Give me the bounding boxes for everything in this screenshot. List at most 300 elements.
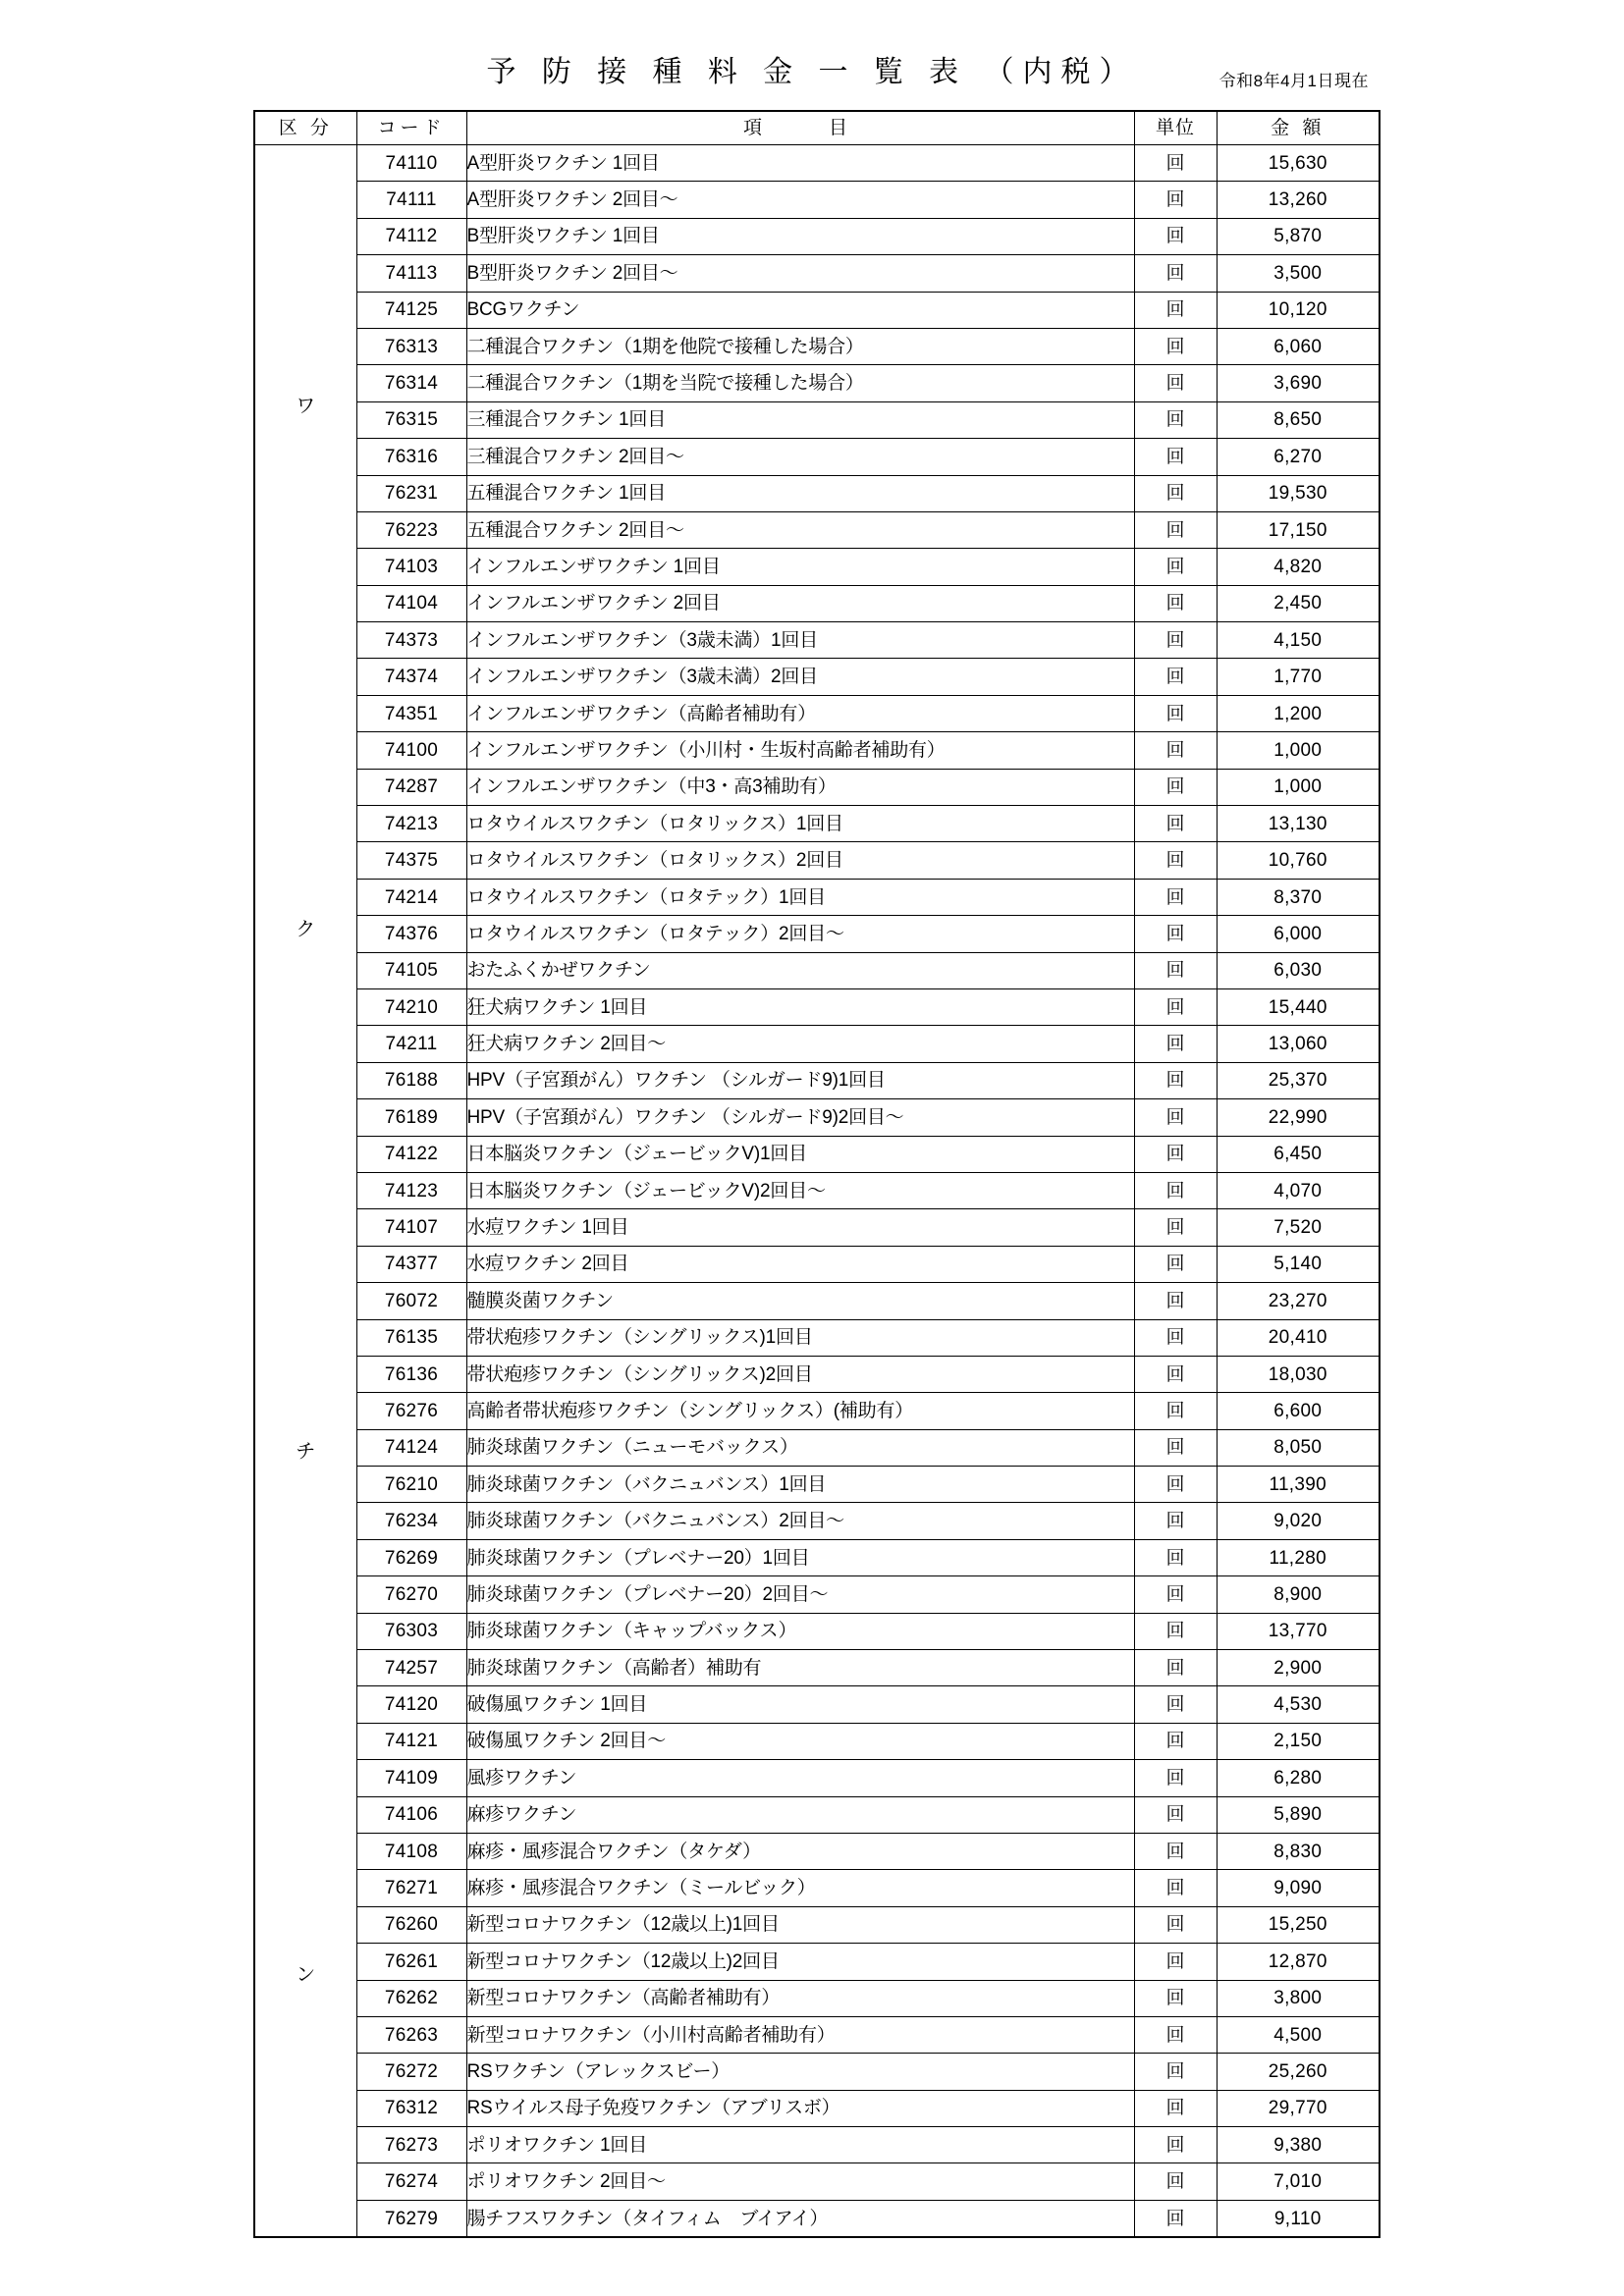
row-amount: 1,000 [1217,769,1380,805]
row-item: 帯状疱疹ワクチン（シングリックス)1回目 [466,1319,1134,1356]
row-amount: 11,280 [1217,1539,1380,1575]
category-label-vertical [255,145,356,2236]
table-row [254,1062,1380,1098]
row-code: 76136 [356,1356,466,1392]
row-code: 74107 [356,1209,466,1246]
row-amount: 2,150 [1217,1723,1380,1759]
table-row [254,806,1380,842]
row-code: 76263 [356,2016,466,2053]
table-row [254,1026,1380,1062]
row-item: ロタウイルスワクチン（ロタテック）2回目～ [466,916,1134,952]
row-unit: 回 [1134,401,1217,438]
row-unit: 回 [1134,695,1217,731]
table-row [254,292,1380,328]
row-item: 高齢者帯状疱疹ワクチン（シングリックス）(補助有） [466,1393,1134,1429]
table-row [254,549,1380,585]
row-item: 帯状疱疹ワクチン（シングリックス)2回目 [466,1356,1134,1392]
row-amount: 4,820 [1217,549,1380,585]
row-code: 76270 [356,1576,466,1613]
row-item: 狂犬病ワクチン 1回目 [466,988,1134,1025]
table-row [254,1467,1380,1503]
row-code: 74373 [356,622,466,659]
row-item: BCGワクチン [466,292,1134,328]
row-code: 74109 [356,1760,466,1796]
row-unit: 回 [1134,1650,1217,1686]
table-row [254,1539,1380,1575]
table-row [254,585,1380,621]
row-code: 76135 [356,1319,466,1356]
table-row [254,2127,1380,2163]
table-row [254,1099,1380,1136]
row-amount: 15,440 [1217,988,1380,1025]
row-unit: 回 [1134,218,1217,254]
row-code: 76210 [356,1467,466,1503]
row-item: インフルエンザワクチン（高齢者補助有） [466,695,1134,731]
row-unit: 回 [1134,732,1217,769]
row-unit: 回 [1134,1944,1217,1980]
row-unit: 回 [1134,1467,1217,1503]
row-item: 三種混合ワクチン 2回目～ [466,439,1134,475]
row-amount: 6,270 [1217,439,1380,475]
column-header-kubun: 区 分 [254,111,356,145]
row-code: 74108 [356,1833,466,1869]
row-item: 麻疹・風疹混合ワクチン（タケダ） [466,1833,1134,1869]
table-row [254,1283,1380,1319]
row-unit: 回 [1134,1062,1217,1098]
row-code: 74125 [356,292,466,328]
row-amount: 8,370 [1217,879,1380,915]
row-code: 74214 [356,879,466,915]
row-amount: 7,010 [1217,2163,1380,2200]
row-unit: 回 [1134,1136,1217,1172]
row-code: 74123 [356,1172,466,1208]
table-row [254,695,1380,731]
row-code: 76279 [356,2200,466,2237]
row-unit: 回 [1134,1393,1217,1429]
table-row [254,2090,1380,2126]
row-unit: 回 [1134,1686,1217,1723]
row-code: 74377 [356,1246,466,1282]
table-row [254,439,1380,475]
row-amount: 8,050 [1217,1429,1380,1466]
row-amount: 2,900 [1217,1650,1380,1686]
row-item: 肺炎球菌ワクチン（プレベナー20）2回目～ [466,1576,1134,1613]
table-header [254,111,1380,145]
row-amount: 6,060 [1217,328,1380,364]
row-item: ポリオワクチン 2回目～ [466,2163,1134,2200]
row-code: 76273 [356,2127,466,2163]
table-row [254,1760,1380,1796]
table-row [254,1246,1380,1282]
row-item: 麻疹・風疹混合ワクチン（ミールビック） [466,1870,1134,1906]
row-item: インフルエンザワクチン 2回目 [466,585,1134,621]
table-row [254,511,1380,548]
table-row [254,1870,1380,1906]
row-unit: 回 [1134,439,1217,475]
row-code: 74110 [356,145,466,182]
document-header [0,0,1624,100]
row-item: 破傷風ワクチン 1回目 [466,1686,1134,1723]
row-unit: 回 [1134,1319,1217,1356]
table-row [254,1429,1380,1466]
row-code: 76276 [356,1393,466,1429]
row-code: 74121 [356,1723,466,1759]
row-code: 74120 [356,1686,466,1723]
table-row [254,916,1380,952]
row-amount: 6,000 [1217,916,1380,952]
table-row [254,255,1380,292]
row-item: RSウイルス母子免疫ワクチン（アブリスボ） [466,2090,1134,2126]
row-code: 76316 [356,439,466,475]
page-title: 予 防 接 種 料 金 一 覧 表 （内税） [486,56,1138,88]
row-code: 74211 [356,1026,466,1062]
row-code: 76234 [356,1503,466,1539]
column-header-unit: 単位 [1134,111,1217,145]
table-row [254,842,1380,879]
row-unit: 回 [1134,1099,1217,1136]
row-item: B型肝炎ワクチン 2回目～ [466,255,1134,292]
row-code: 74113 [356,255,466,292]
row-code: 74100 [356,732,466,769]
row-amount: 20,410 [1217,1319,1380,1356]
row-item: 狂犬病ワクチン 2回目～ [466,1026,1134,1062]
row-code: 76269 [356,1539,466,1575]
table-row [254,879,1380,915]
row-amount: 9,090 [1217,1870,1380,1906]
table-row [254,1172,1380,1208]
row-unit: 回 [1134,1026,1217,1062]
row-item: B型肝炎ワクチン 1回目 [466,218,1134,254]
row-item: A型肝炎ワクチン 1回目 [466,145,1134,182]
row-amount: 4,500 [1217,2016,1380,2053]
row-unit: 回 [1134,1906,1217,1943]
row-item: インフルエンザワクチン（小川村・生坂村高齢者補助有） [466,732,1134,769]
row-code: 74106 [356,1796,466,1833]
row-code: 76314 [356,365,466,401]
row-amount: 11,390 [1217,1467,1380,1503]
row-item: 日本脳炎ワクチン（ジェービックV)1回目 [466,1136,1134,1172]
row-unit: 回 [1134,806,1217,842]
row-amount: 8,650 [1217,401,1380,438]
table-row [254,365,1380,401]
row-amount: 22,990 [1217,1099,1380,1136]
row-amount: 3,800 [1217,1980,1380,2016]
row-item: 肺炎球菌ワクチン（バクニュバンス）2回目～ [466,1503,1134,1539]
row-unit: 回 [1134,1283,1217,1319]
table-row [254,1503,1380,1539]
row-code: 76072 [356,1283,466,1319]
row-code: 76188 [356,1062,466,1098]
row-code: 74124 [356,1429,466,1466]
row-unit: 回 [1134,585,1217,621]
vaccination-price-table [253,110,1380,2238]
table-row [254,1613,1380,1649]
row-code: 74287 [356,769,466,805]
row-unit: 回 [1134,1723,1217,1759]
row-code: 74111 [356,182,466,218]
row-code: 74351 [356,695,466,731]
row-unit: 回 [1134,1429,1217,1466]
row-unit: 回 [1134,549,1217,585]
row-item: ロタウイルスワクチン（ロタテック）1回目 [466,879,1134,915]
row-item: RSワクチン（アレックスビー） [466,2054,1134,2090]
table-row [254,145,1380,182]
table-row [254,769,1380,805]
row-unit: 回 [1134,1980,1217,2016]
row-code: 74112 [356,218,466,254]
row-amount: 13,060 [1217,1026,1380,1062]
row-code: 76261 [356,1944,466,1980]
row-amount: 13,260 [1217,182,1380,218]
table-row [254,218,1380,254]
row-unit: 回 [1134,952,1217,988]
row-unit: 回 [1134,2090,1217,2126]
row-code: 76315 [356,401,466,438]
row-amount: 2,450 [1217,585,1380,621]
row-amount: 8,830 [1217,1833,1380,1869]
row-item: 麻疹ワクチン [466,1796,1134,1833]
row-code: 74375 [356,842,466,879]
row-item: インフルエンザワクチン 1回目 [466,549,1134,585]
row-unit: 回 [1134,1576,1217,1613]
row-unit: 回 [1134,1870,1217,1906]
row-amount: 4,070 [1217,1172,1380,1208]
row-unit: 回 [1134,292,1217,328]
row-amount: 10,120 [1217,292,1380,328]
row-amount: 1,000 [1217,732,1380,769]
header-row [254,111,1380,145]
row-amount: 3,690 [1217,365,1380,401]
row-unit: 回 [1134,1539,1217,1575]
row-code: 74257 [356,1650,466,1686]
row-amount: 17,150 [1217,511,1380,548]
row-code: 76262 [356,1980,466,2016]
row-unit: 回 [1134,1503,1217,1539]
table-row [254,1833,1380,1869]
table-row [254,328,1380,364]
table-row [254,1393,1380,1429]
row-item: 肺炎球菌ワクチン（バクニュバンス）1回目 [466,1467,1134,1503]
table-row [254,2163,1380,2200]
row-code: 74122 [356,1136,466,1172]
row-amount: 3,500 [1217,255,1380,292]
row-amount: 23,270 [1217,1283,1380,1319]
table-row [254,1356,1380,1392]
row-item: 二種混合ワクチン（1期を他院で接種した場合） [466,328,1134,364]
row-code: 74210 [356,988,466,1025]
price-table-container [253,110,1379,2238]
row-amount: 13,130 [1217,806,1380,842]
row-unit: 回 [1134,1613,1217,1649]
row-unit: 回 [1134,622,1217,659]
row-item: 五種混合ワクチン 2回目～ [466,511,1134,548]
row-amount: 5,890 [1217,1796,1380,1833]
row-item: 新型コロナワクチン（12歳以上)2回目 [466,1944,1134,1980]
row-unit: 回 [1134,879,1217,915]
row-unit: 回 [1134,2127,1217,2163]
row-code: 74213 [356,806,466,842]
row-amount: 6,030 [1217,952,1380,988]
table-row [254,1650,1380,1686]
row-code: 74104 [356,585,466,621]
row-amount: 8,900 [1217,1576,1380,1613]
row-item: 新型コロナワクチン（12歳以上)1回目 [466,1906,1134,1943]
row-item: 新型コロナワクチン（小川村高齢者補助有） [466,2016,1134,2053]
category-label-char: ク [296,918,316,940]
row-amount: 6,450 [1217,1136,1380,1172]
row-amount: 12,870 [1217,1944,1380,1980]
row-item: HPV（子宮頚がん）ワクチン （シルガード9)2回目～ [466,1099,1134,1136]
row-item: 肺炎球菌ワクチン（高齢者）補助有 [466,1650,1134,1686]
row-code: 76189 [356,1099,466,1136]
row-item: ポリオワクチン 1回目 [466,2127,1134,2163]
column-header-amount: 金 額 [1217,111,1380,145]
row-unit: 回 [1134,2200,1217,2237]
table-row [254,1209,1380,1246]
row-amount: 15,630 [1217,145,1380,182]
row-amount: 18,030 [1217,1356,1380,1392]
row-unit: 回 [1134,328,1217,364]
table-row [254,952,1380,988]
row-amount: 9,110 [1217,2200,1380,2237]
row-item: 髄膜炎菌ワクチン [466,1283,1134,1319]
category-label-char: ン [296,1963,316,1986]
row-unit: 回 [1134,182,1217,218]
row-unit: 回 [1134,2163,1217,2200]
row-item: 風疹ワクチン [466,1760,1134,1796]
row-code: 74374 [356,659,466,695]
row-unit: 回 [1134,1796,1217,1833]
row-unit: 回 [1134,1760,1217,1796]
row-unit: 回 [1134,365,1217,401]
table-row [254,1136,1380,1172]
row-unit: 回 [1134,1172,1217,1208]
row-unit: 回 [1134,1246,1217,1282]
row-item: ロタウイルスワクチン（ロタリックス）1回目 [466,806,1134,842]
row-amount: 19,530 [1217,475,1380,511]
row-unit: 回 [1134,2016,1217,2053]
row-unit: 回 [1134,916,1217,952]
row-code: 74376 [356,916,466,952]
row-code: 74105 [356,952,466,988]
row-item: 日本脳炎ワクチン（ジェービックV)2回目～ [466,1172,1134,1208]
row-amount: 25,370 [1217,1062,1380,1098]
table-row [254,2016,1380,2053]
row-code: 76231 [356,475,466,511]
row-unit: 回 [1134,145,1217,182]
row-item: 肺炎球菌ワクチン（ニューモバックス） [466,1429,1134,1466]
row-code: 76260 [356,1906,466,1943]
table-row [254,1906,1380,1943]
row-item: 肺炎球菌ワクチン（プレベナー20）1回目 [466,1539,1134,1575]
row-item: インフルエンザワクチン（3歳未満）2回目 [466,659,1134,695]
table-row [254,988,1380,1025]
row-unit: 回 [1134,2054,1217,2090]
row-item: 新型コロナワクチン（高齢者補助有） [466,1980,1134,2016]
table-row [254,1723,1380,1759]
row-item: 水痘ワクチン 1回目 [466,1209,1134,1246]
row-item: おたふくかぜワクチン [466,952,1134,988]
row-code: 76223 [356,511,466,548]
row-amount: 4,530 [1217,1686,1380,1723]
table-row [254,1796,1380,1833]
row-code: 74103 [356,549,466,585]
table-row [254,475,1380,511]
table-row [254,659,1380,695]
row-code: 76312 [356,2090,466,2126]
row-amount: 5,140 [1217,1246,1380,1282]
category-label-char: ワ [296,396,316,418]
row-amount: 15,250 [1217,1906,1380,1943]
table-row [254,2054,1380,2090]
row-amount: 29,770 [1217,2090,1380,2126]
table-row [254,1576,1380,1613]
row-item: 二種混合ワクチン（1期を当院で接種した場合） [466,365,1134,401]
row-item: インフルエンザワクチン（中3・高3補助有） [466,769,1134,805]
table-row [254,1944,1380,1980]
category-label-char: チ [296,1441,316,1464]
row-item: A型肝炎ワクチン 2回目～ [466,182,1134,218]
row-amount: 1,200 [1217,695,1380,731]
row-unit: 回 [1134,1356,1217,1392]
row-unit: 回 [1134,475,1217,511]
table-row [254,1319,1380,1356]
row-amount: 10,760 [1217,842,1380,879]
row-code: 76274 [356,2163,466,2200]
row-unit: 回 [1134,988,1217,1025]
row-item: インフルエンザワクチン（3歳未満）1回目 [466,622,1134,659]
row-item: ロタウイルスワクチン（ロタリックス）2回目 [466,842,1134,879]
row-code: 76303 [356,1613,466,1649]
row-amount: 1,770 [1217,659,1380,695]
row-unit: 回 [1134,769,1217,805]
row-amount: 25,260 [1217,2054,1380,2090]
row-unit: 回 [1134,1833,1217,1869]
row-code: 76272 [356,2054,466,2090]
effective-date-note: 令和8年4月1日現在 [1218,72,1369,90]
row-item: 三種混合ワクチン 1回目 [466,401,1134,438]
row-item: 破傷風ワクチン 2回目～ [466,1723,1134,1759]
row-item: 水痘ワクチン 2回目 [466,1246,1134,1282]
row-code: 76271 [356,1870,466,1906]
column-header-code: コード [356,111,466,145]
row-item: 肺炎球菌ワクチン（キャップバックス） [466,1613,1134,1649]
table-row [254,1686,1380,1723]
row-amount: 6,600 [1217,1393,1380,1429]
table-row [254,1980,1380,2016]
category-cell-vaccine [254,145,356,2238]
row-unit: 回 [1134,255,1217,292]
row-unit: 回 [1134,842,1217,879]
table-row [254,401,1380,438]
table-body [254,145,1380,2238]
row-amount: 13,770 [1217,1613,1380,1649]
row-code: 76313 [356,328,466,364]
row-unit: 回 [1134,1209,1217,1246]
table-row [254,182,1380,218]
row-item: HPV（子宮頚がん）ワクチン （シルガード9)1回目 [466,1062,1134,1098]
table-row [254,2200,1380,2237]
table-row [254,732,1380,769]
row-amount: 9,380 [1217,2127,1380,2163]
row-item: 腸チフスワクチン（タイフィム ブイアイ） [466,2200,1134,2237]
column-header-item: 項 目 [466,111,1134,145]
row-item: 五種混合ワクチン 1回目 [466,475,1134,511]
row-unit: 回 [1134,659,1217,695]
row-amount: 5,870 [1217,218,1380,254]
row-amount: 9,020 [1217,1503,1380,1539]
table-row [254,622,1380,659]
